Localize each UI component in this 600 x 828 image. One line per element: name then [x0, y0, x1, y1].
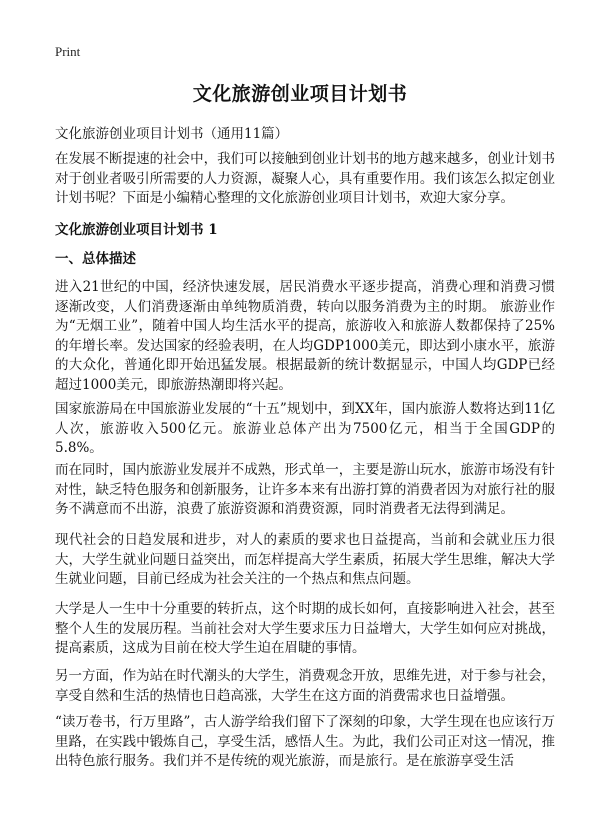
- body-paragraph: 大学是人一生中十分重要的转折点，这个时期的成长如何，直接影响进入社会，甚至整个人生的发展历程。当前社会对大学生要求压力日益增大，大学生如何应对挑战，提高素质，这成为目前在校大学生迫在眉睫的事情。: [55, 601, 555, 656]
- print-link[interactable]: Print: [55, 44, 81, 59]
- document-subtitle: 文化旅游创业项目计划书（通用11篇）: [55, 126, 289, 142]
- subsection-heading: 一、总体描述: [55, 251, 136, 267]
- body-paragraph: 而在同时，国内旅游业发展并不成熟，形式单一，主要是游山玩水，旅游市场没有针对性，缺乏特色服务和创新服务，让许多本来有出游打算的消费者因为对旅行社的服务不满意而不出游，浪费了旅游资源和消费资源，同时消费者无法得到满足。: [55, 462, 555, 517]
- body-paragraph: 进入21世纪的中国，经济快速发展，居民消费水平逐步提高，消费心理和消费习惯逐渐改变，人们消费逐渐由单纯物质消费，转向以服务消费为主的时期。 旅游业作为“无烟工业”，随着中国人均生活水平的提高，旅游收入和旅游人数都保持了25%的年增长率。发达国家的经验表明，在人均GDP1000美元，即达到小康水平，旅游的大众化，普通化即开始迅猛发展。根据最新的统计数据显示，中国人均GDP已经超过1000美元，即旅游热潮即将兴起。: [55, 279, 555, 393]
- body-paragraph: 现代社会的日趋发展和进步，对人的素质的要求也日益提高，当前和会就业压力很大，大学生就业问题日益突出，而怎样提高大学生素质，拓展大学生思维，解决大学生就业问题，目前已经成为社会关注的一个热点和焦点问题。: [55, 532, 555, 587]
- section-heading: 文化旅游创业项目计划书 1: [55, 222, 218, 238]
- intro-paragraph: 在发展不断提速的社会中，我们可以接触到创业计划书的地方越来越多，创业计划书对于创业者吸引所需要的人力资源，凝聚人心，具有重要作用。我们该怎么拟定创业计划书呢？下面是小编精心整理的文化旅游创业项目计划书，欢迎大家分享。: [55, 151, 555, 206]
- body-paragraph: 另一方面，作为站在时代潮头的大学生，消费观念开放，思维先进，对于参与社会，享受自然和生活的热情也日趋高涨，大学生在这方面的消费需求也日益增强。: [55, 668, 555, 704]
- body-paragraph: 国家旅游局在中国旅游业发展的“十五”规划中，到XX年，国内旅游人数将达到11亿人次，旅游收入500亿元。旅游业总体产出为7500亿元，相当于全国GDP的5.8%。: [55, 401, 555, 456]
- page-title: 文化旅游创业项目计划书: [192, 83, 408, 105]
- body-paragraph: “读万卷书，行万里路”，古人游学给我们留下了深刻的印象，大学生现在也应该行万里路，在实践中锻炼自己，享受生活，感悟人生。为此，我们公司正对这一情况，推出特色旅行服务。我们并不是传统的观光旅游，而是旅行。是在旅游享受生活: [55, 714, 555, 769]
